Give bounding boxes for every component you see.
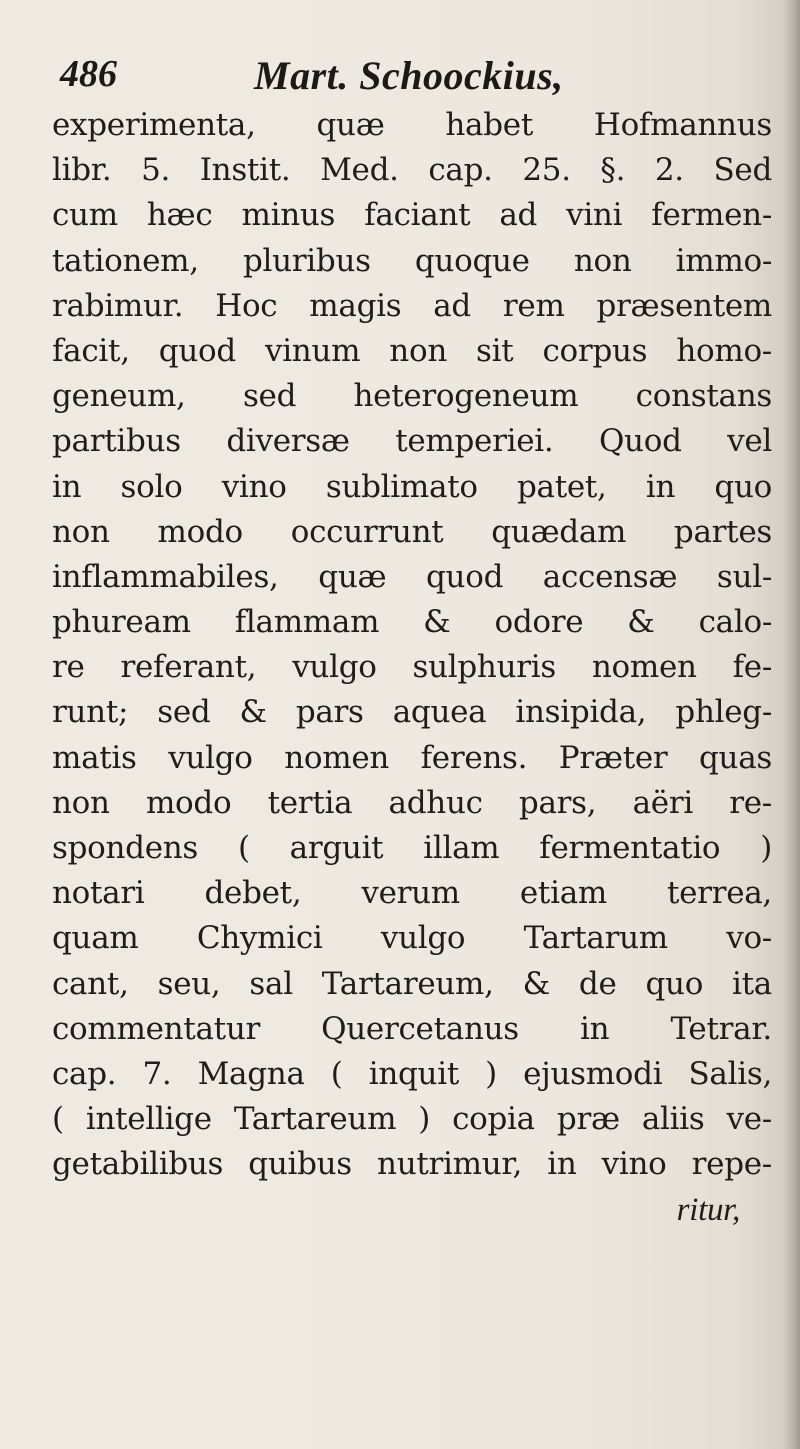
text-line: cap. 7. Magna ( inquit ) ejusmodi Salis, [52,1055,772,1092]
text-line: in solo vino sublimato patet, in quo [52,468,772,505]
text-line: experimenta, quæ habet Hofmannus [52,107,772,143]
text-line: non modo occurrunt quædam partes [52,513,772,550]
text-line: inflammabiles, quæ quod accensæ sul- [52,558,772,595]
text-line: cant, seu, sal Tartareum, & de quo ita [52,965,772,1002]
text-line: re referant, vulgo sulphuris nomen fe- [52,649,772,686]
text-line: rabimur. Hoc magis ad rem præsentem [52,287,772,324]
text-line: notari debet, verum etiam terrea, [52,875,772,912]
text-line: facit, quod vinum non sit corpus homo- [52,332,772,369]
body-text [52,103,772,1233]
text-line: partibus diversæ temperiei. Quod vel [52,423,772,460]
text-line: geneum, sed heterogeneum constans [52,378,772,415]
text-line: quam Chymici vulgo Tartarum vo- [52,920,772,957]
text-line: phuream flammam & odore & calo- [52,604,772,641]
text-line: libr. 5. Instit. Med. cap. 25. §. 2. Sed [52,152,772,189]
page-header [54,52,754,102]
running-head: Mart. Schoockius, [254,53,564,98]
text-line: commentatur Quercetanus in Tetrar. [52,1010,772,1047]
text-line: runt; sed & pars aquea insipida, phleg- [52,694,772,731]
text-line: ( intellige Tartareum ) copia præ aliis ve- [52,1101,772,1138]
text-line: spondens ( arguit illam fermentatio ) [52,830,772,866]
text-line: non modo tertia adhuc pars, aëri re- [52,784,772,821]
catchword: ritur, [676,1191,740,1228]
text-line: tationem, pluribus quoque non immo- [52,242,772,279]
page-number: 486 [60,53,117,95]
text-line: matis vulgo nomen ferens. Præter quas [52,739,772,776]
text-line: cum hæc minus faciant ad vini fermen- [52,197,772,234]
text-line: getabilibus quibus nutrimur, in vino repe- [52,1146,772,1183]
page-gutter-shadow [782,0,800,1449]
